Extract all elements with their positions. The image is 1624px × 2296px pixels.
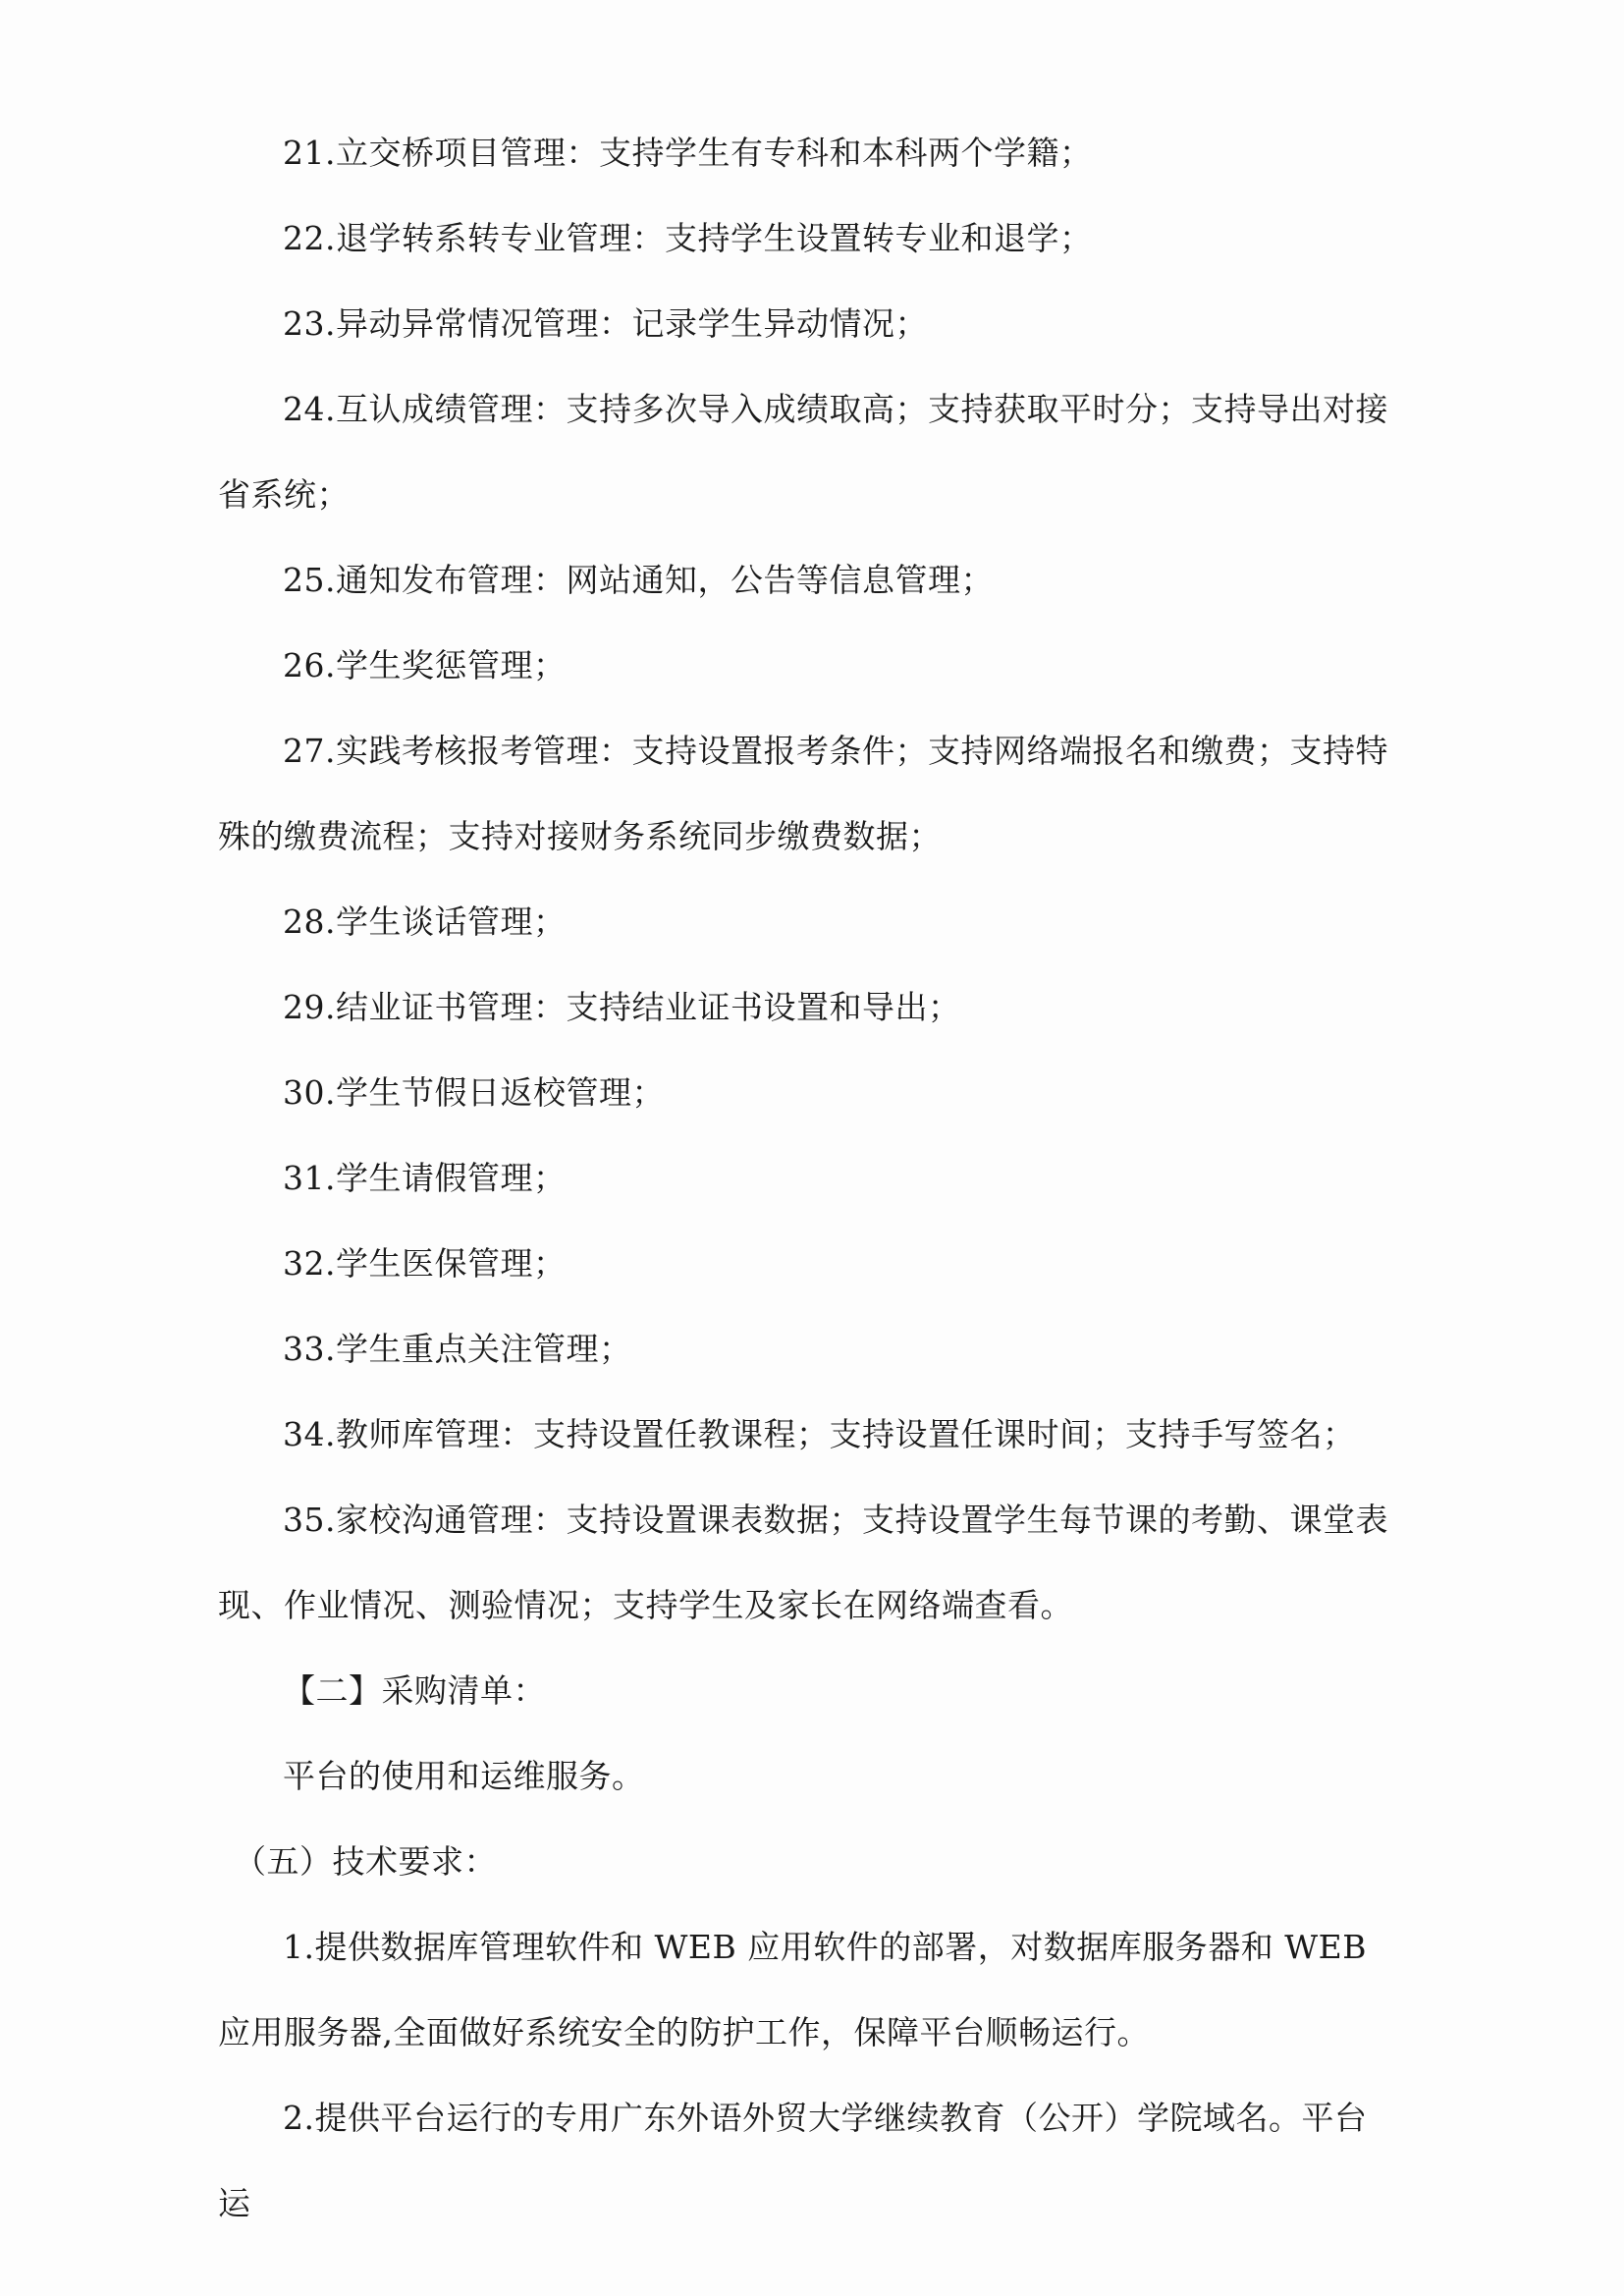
item-32: 32.学生医保管理； <box>283 1244 567 1283</box>
section-heading-technical-requirements: （五）技术要求： <box>234 1842 497 1881</box>
item-21: 21.立交桥项目管理：支持学生有专科和本科两个学籍； <box>283 134 1093 172</box>
item-28: 28.学生谈话管理； <box>283 902 567 941</box>
item-26: 26.学生奖惩管理； <box>283 646 567 684</box>
item-34: 34.教师库管理：支持设置任教课程；支持设置任课时间；支持手写签名； <box>283 1415 1356 1453</box>
item-29: 29.结业证书管理：支持结业证书设置和导出； <box>283 988 961 1026</box>
tech-requirement-2: 2.提供平台运行的专用广东外语外贸大学继续教育（公开）学院域名。平台运 <box>218 2099 1368 2222</box>
item-35: 35.家校沟通管理：支持设置课表数据；支持设置学生每节课的考勤、课堂表现、作业情况、测验情况；支持学生及家长在网络端查看。 <box>218 1501 1388 1624</box>
item-27: 27.实践考核报考管理：支持设置报考条件；支持网络端报名和缴费；支持特殊的缴费流程；支持对接财务系统同步缴费数据； <box>218 732 1388 855</box>
item-22: 22.退学转系转专业管理：支持学生设置转专业和退学； <box>283 219 1093 257</box>
item-23: 23.异动异常情况管理：记录学生异动情况； <box>283 304 928 343</box>
item-31: 31.学生请假管理； <box>283 1159 567 1197</box>
item-24: 24.互认成绩管理：支持多次导入成绩取高；支持获取平时分；支持导出对接省系统； <box>218 390 1388 514</box>
item-30: 30.学生节假日返校管理； <box>283 1073 665 1112</box>
procurement-list-body: 平台的使用和运维服务。 <box>283 1757 645 1795</box>
item-33: 33.学生重点关注管理； <box>283 1330 632 1368</box>
tech-requirement-1: 1.提供数据库管理软件和 WEB 应用软件的部署，对数据库服务器和 WEB 应用服务器,全面做好系统安全的防护工作，保障平台顺畅运行。 <box>218 1928 1367 2051</box>
item-25: 25.通知发布管理：网站通知，公告等信息管理； <box>283 561 994 599</box>
procurement-list-heading: 【二】采购清单： <box>283 1671 546 1710</box>
document-body <box>218 110 1396 2246</box>
